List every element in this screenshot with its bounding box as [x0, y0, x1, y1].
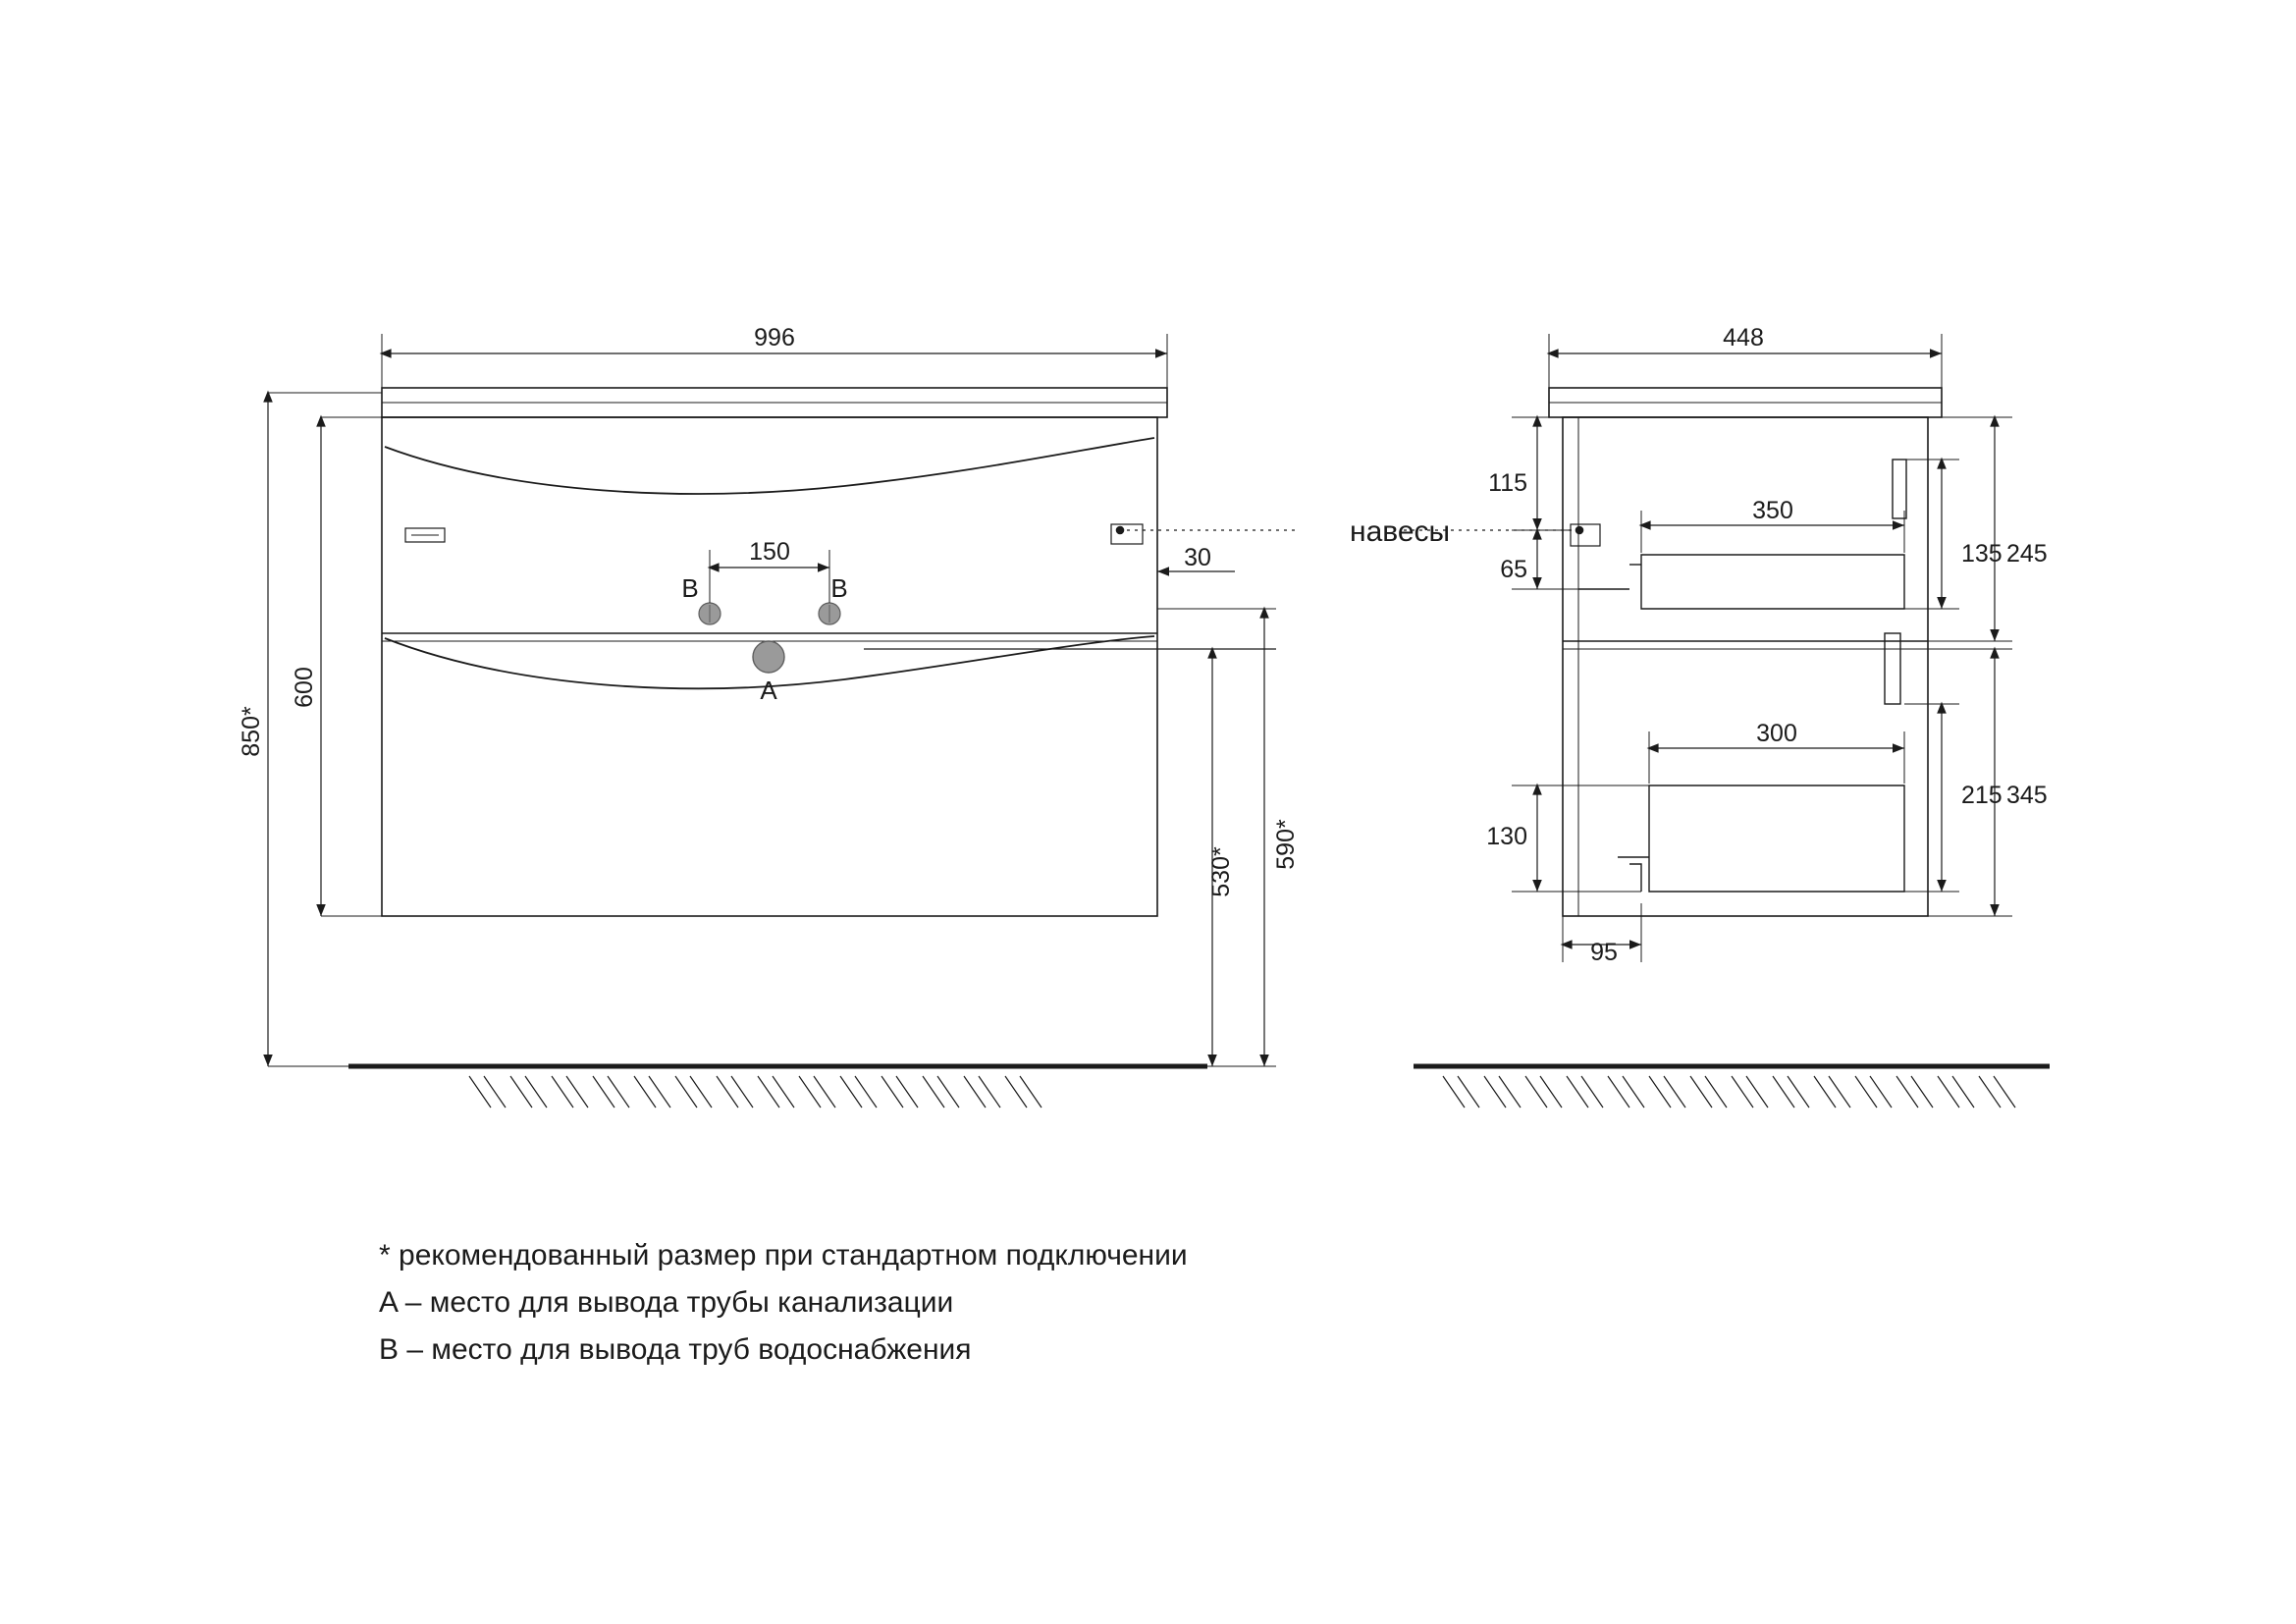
legend-note-2: A – место для вывода трубы канализации [379, 1286, 954, 1319]
dim-depth-total: 448 [1723, 324, 1764, 352]
legend-note-1: * рекомендованный размер при стандартном подключении [379, 1239, 1188, 1272]
dim-water-pipes-spacing: 150 [749, 538, 790, 566]
dim-hanger-top: 115 [1488, 469, 1527, 497]
legend-note-3: B – место для вывода труб водоснабжения [379, 1333, 972, 1366]
dim-foot-offset: 95 [1590, 939, 1618, 966]
marker-b-left-label: B [681, 573, 699, 603]
dim-upper-drawer-depth: 350 [1752, 497, 1793, 524]
dim-height-drain-to-floor: 530* [1207, 846, 1235, 897]
dim-lower-drawer-depth: 300 [1756, 720, 1797, 747]
dim-hanger-bottom: 65 [1500, 556, 1527, 583]
dim-height-cabinet: 600 [291, 667, 318, 708]
dim-height-bottom-to-floor: 590* [1272, 819, 1300, 870]
dim-lower-drawer-inner-height: 215 [1961, 782, 2002, 809]
marker-a-drain-label: A [760, 676, 777, 705]
dim-lower-drawer-height: 345 [2006, 782, 2048, 809]
dim-upper-drawer-height: 245 [2006, 540, 2048, 568]
marker-b-right-label: B [830, 573, 848, 603]
dim-bottom-offset: 130 [1486, 823, 1527, 850]
dim-hanger-offset: 30 [1184, 544, 1211, 571]
hangers-callout-label: навесы [1350, 515, 1451, 548]
dim-height-total: 850* [238, 706, 265, 757]
legend-notes [379, 1232, 1188, 1374]
dim-width-total: 996 [754, 324, 795, 352]
dim-upper-drawer-inner-height: 135 [1961, 540, 2002, 568]
